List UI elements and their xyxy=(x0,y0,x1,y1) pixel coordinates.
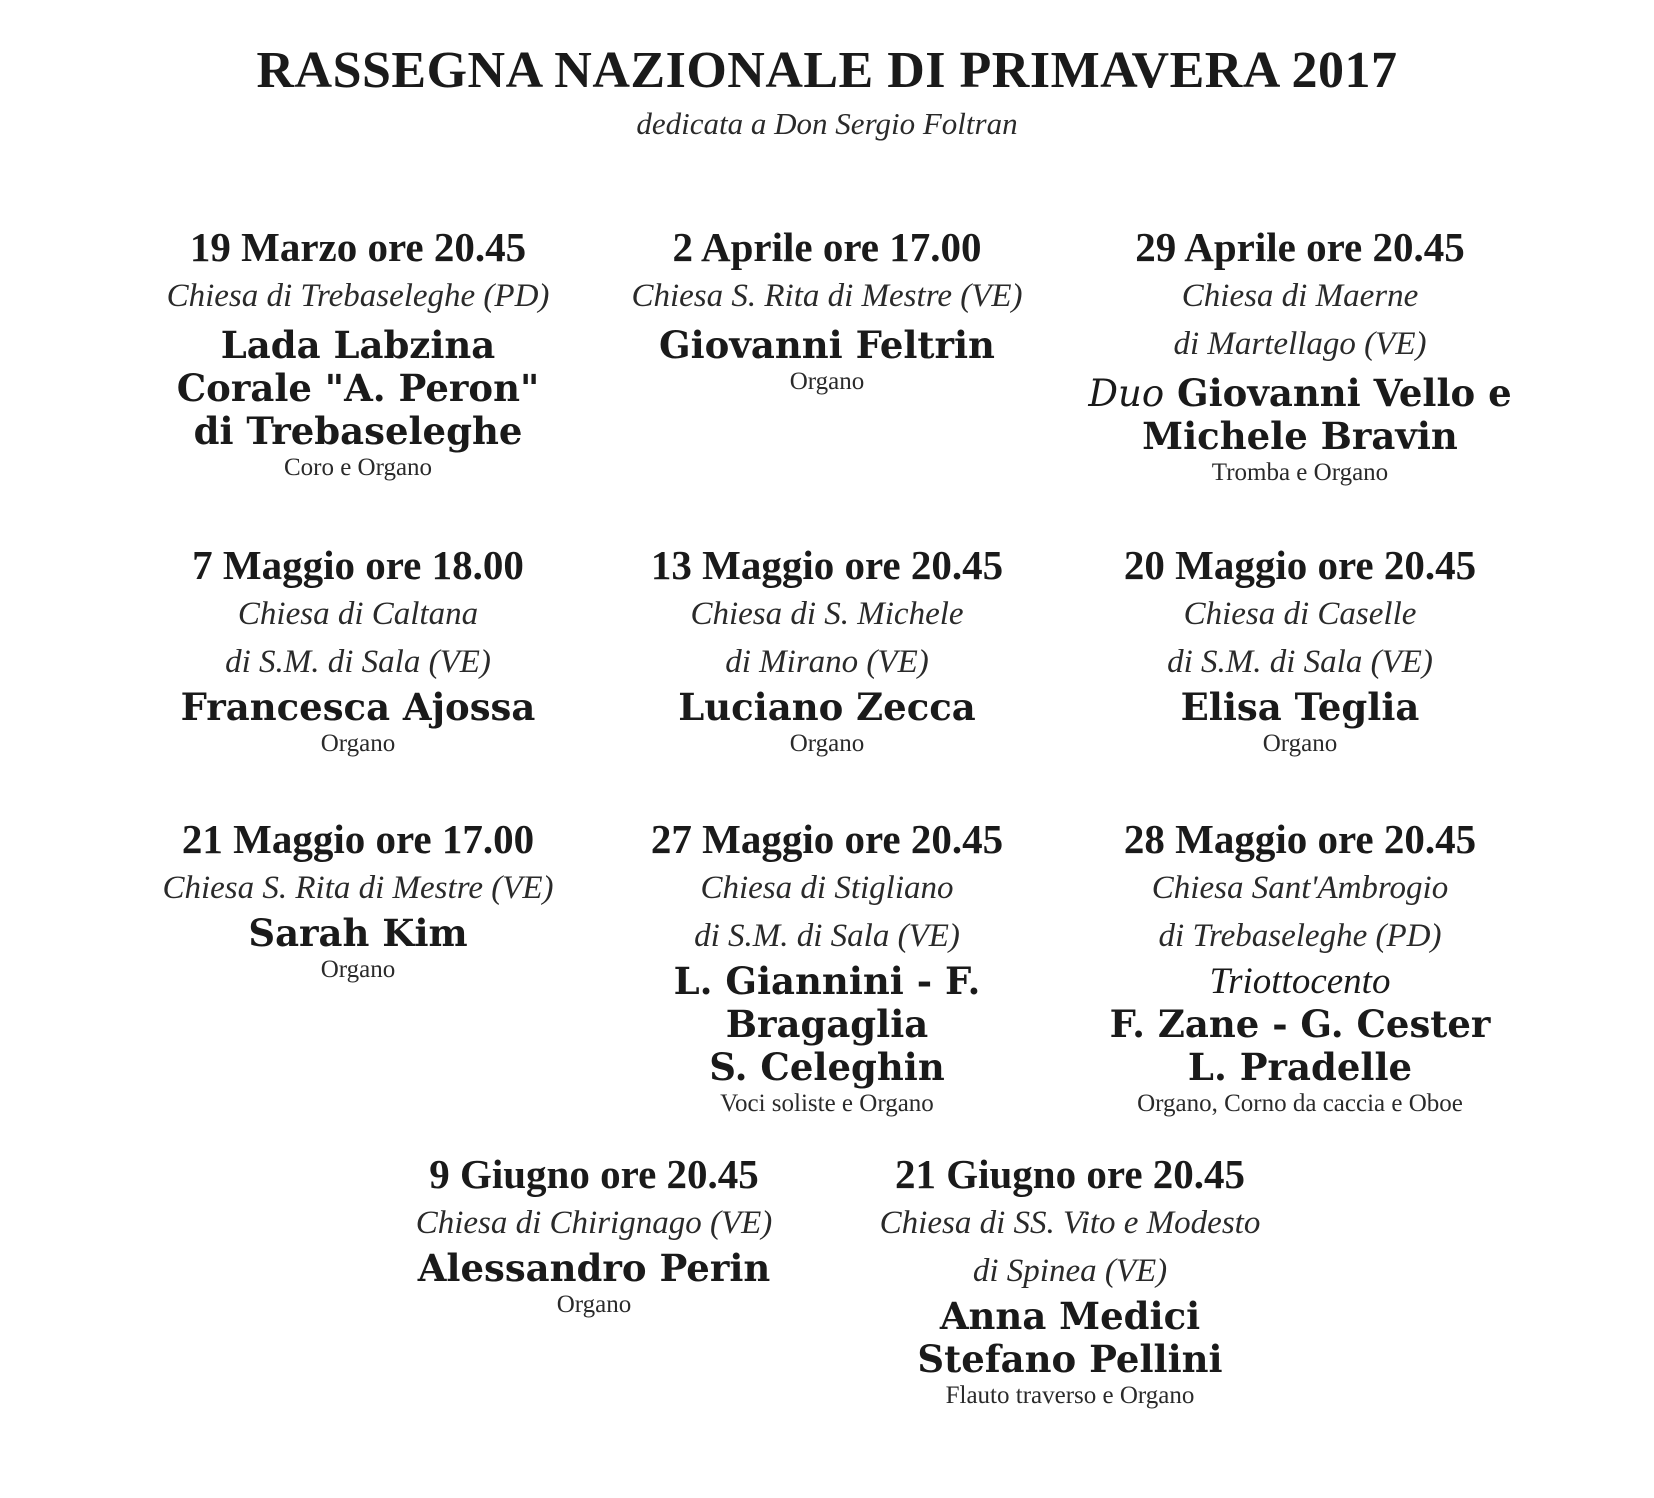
event-date: 27 Maggio ore 20.45 xyxy=(650,816,1004,862)
event-instruments: Organo xyxy=(789,368,865,395)
event-instruments: Flauto traverso e Organo xyxy=(945,1382,1195,1409)
event-venue: di S.M. di Sala (VE) xyxy=(694,918,960,954)
event-performer: Giovanni Feltrin xyxy=(659,323,995,367)
event-performer: Elisa Teglia xyxy=(1180,685,1420,729)
event-performer: Alessandro Perin xyxy=(417,1246,771,1290)
event-date: 21 Maggio ore 17.00 xyxy=(181,816,535,862)
event-venue: Chiesa di Chirignago (VE) xyxy=(415,1205,773,1241)
event-instruments: Organo xyxy=(320,730,396,757)
event-date: 7 Maggio ore 18.00 xyxy=(192,542,524,588)
event-card xyxy=(1040,222,1560,488)
event-instruments: Organo xyxy=(1262,730,1338,757)
event-performer: Anna Medici xyxy=(939,1294,1201,1338)
event-instruments: Tromba e Organo xyxy=(1211,459,1389,486)
event-date: 28 Maggio ore 20.45 xyxy=(1123,816,1477,862)
event-performer: Lada Labzina xyxy=(220,323,496,367)
event-venue: di Mirano (VE) xyxy=(725,644,929,680)
event-card xyxy=(567,222,1087,397)
event-venue: Chiesa di Caltana xyxy=(237,596,479,632)
event-performer: F. Zane - G. Cester xyxy=(1109,1002,1491,1046)
event-date: 19 Marzo ore 20.45 xyxy=(189,224,527,270)
event-date: 21 Giugno ore 20.45 xyxy=(894,1151,1246,1197)
event-card xyxy=(98,222,618,483)
event-instruments: Organo xyxy=(320,956,396,983)
page-title: RASSEGNA NAZIONALE DI PRIMAVERA 2017 xyxy=(256,42,1398,99)
event-card xyxy=(1040,540,1560,759)
event-performer: S. Celeghin xyxy=(709,1045,945,1089)
event-instruments: Voci soliste e Organo xyxy=(720,1090,934,1117)
event-venue: Chiesa di Stigliano xyxy=(700,870,954,906)
event-venue: di S.M. di Sala (VE) xyxy=(225,644,491,680)
duo-label: Duo xyxy=(1088,372,1165,415)
event-card xyxy=(1040,814,1560,1119)
performer-name: Giovanni Vello e xyxy=(1177,371,1512,415)
event-performer: Sarah Kim xyxy=(248,911,468,955)
event-card xyxy=(98,814,618,985)
event-venue: Chiesa di Caselle xyxy=(1183,596,1417,632)
event-venue: Chiesa S. Rita di Mestre (VE) xyxy=(631,278,1023,314)
event-instruments: Organo, Corno da caccia e Oboe xyxy=(1137,1090,1463,1117)
event-date: 9 Giugno ore 20.45 xyxy=(429,1151,759,1197)
event-date: 13 Maggio ore 20.45 xyxy=(650,542,1004,588)
event-date: 2 Aprile ore 17.00 xyxy=(672,224,982,270)
event-venue: Chiesa Sant'Ambrogio xyxy=(1151,870,1449,906)
event-venue: Chiesa di S. Michele xyxy=(690,596,964,632)
event-card xyxy=(334,1149,854,1320)
event-card xyxy=(567,814,1087,1119)
event-performer: Corale "A. Peron" xyxy=(176,366,540,410)
event-instruments: Organo xyxy=(789,730,865,757)
event-venue: di Martellago (VE) xyxy=(1173,326,1427,362)
event-venue: Chiesa di Maerne xyxy=(1181,278,1419,314)
event-performer: di Trebaseleghe xyxy=(193,409,523,453)
event-venue: Chiesa di SS. Vito e Modesto xyxy=(879,1205,1261,1241)
event-performer: Michele Bravin xyxy=(1142,414,1458,458)
event-performer: Luciano Zecca xyxy=(678,685,976,729)
event-card xyxy=(810,1149,1330,1411)
event-instruments: Coro e Organo xyxy=(283,454,433,481)
page-subtitle: dedicata a Don Sergio Foltran xyxy=(636,106,1018,141)
event-card xyxy=(98,540,618,759)
event-performer: L. Giannini - F. Bragaglia xyxy=(673,959,981,1046)
event-performer: L. Pradelle xyxy=(1187,1045,1413,1089)
event-venue: di S.M. di Sala (VE) xyxy=(1167,644,1433,680)
event-performer xyxy=(1040,372,1560,415)
event-performer: Francesca Ajossa xyxy=(180,685,536,729)
ensemble-name: Triottocento xyxy=(1209,961,1391,1002)
event-venue: Chiesa di Trebaseleghe (PD) xyxy=(166,278,550,314)
event-venue: di Spinea (VE) xyxy=(972,1253,1168,1289)
event-instruments: Organo xyxy=(556,1291,632,1318)
event-date: 20 Maggio ore 20.45 xyxy=(1123,542,1477,588)
event-venue: di Trebaseleghe (PD) xyxy=(1158,918,1442,954)
event-venue: Chiesa S. Rita di Mestre (VE) xyxy=(162,870,554,906)
event-date: 29 Aprile ore 20.45 xyxy=(1135,224,1465,270)
event-performer: Stefano Pellini xyxy=(917,1337,1223,1381)
event-card xyxy=(567,540,1087,759)
